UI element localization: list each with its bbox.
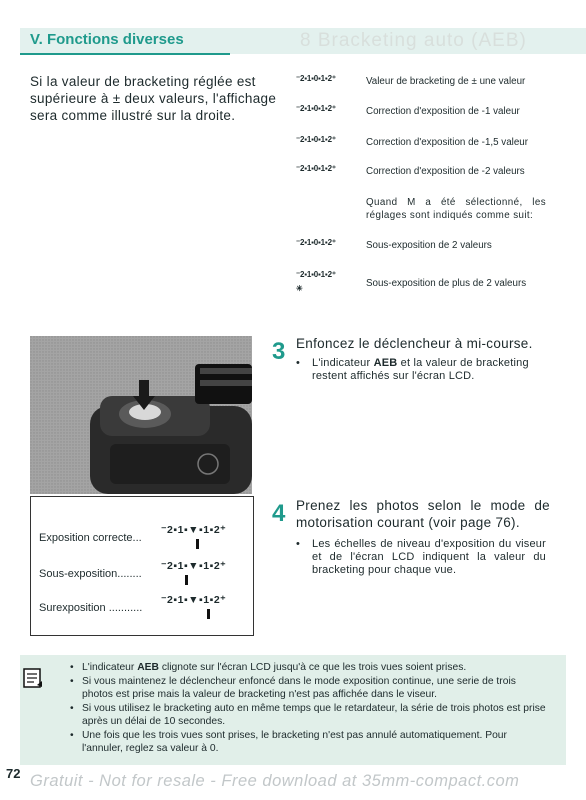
display-description: Correction d'exposition de -1,5 valeur [366, 137, 528, 148]
display-example [296, 238, 556, 260]
exposure-scale: ⁻2▪1▪▼▪1▪2⁺ [161, 560, 227, 572]
section-title: V. Fonctions diverses [30, 31, 184, 48]
bullet-dot: • [296, 357, 301, 369]
display-description: Correction d'exposition de -2 valeurs [366, 166, 525, 177]
footer-watermark: Gratuit - Not for resale - Free download at 35mm-compact.com [30, 772, 520, 790]
exposure-label: Sous-exposition........ [39, 568, 142, 580]
bullet-dot: • [296, 538, 301, 550]
camera-illustration [30, 336, 252, 494]
display-description: Sous-exposition de plus de 2 valeurs [366, 278, 527, 289]
note-list [82, 661, 548, 756]
exposure-scale: ⁻2▪1▪0▪1▪2⁺ [296, 238, 336, 247]
display-examples [0, 0, 586, 320]
display-example [296, 135, 556, 157]
note-panel [20, 655, 566, 765]
note-icon-svg [20, 665, 46, 691]
display-example [296, 270, 556, 308]
note-icon [20, 655, 46, 765]
note-item: • Une fois que les trois vues sont prises, le bracketing n'est pas annulé automatiquement. Pour l'annuler, reglez sa valeur à 0. [82, 729, 548, 756]
exposure-scale: ⁻2▪1▪0▪1▪2⁺ [296, 74, 336, 83]
exposure-scale: ⁻2▪1▪0▪1▪2⁺ [296, 270, 336, 279]
note-item: • Si vous utilisez le bracketing auto en même temps que le retardateur, la série de trois photos est prise après un délai de 10 secondes. [82, 702, 548, 729]
step-4-bullet [296, 538, 546, 577]
exposure-scale: ⁻2▪1▪0▪1▪2⁺ [296, 164, 336, 173]
exposure-marker [196, 539, 199, 549]
note-item: • Si vous maintenez le déclencheur enfoncé dans le mode exposition continue, une serie de trois photos est prise mais la valeur de bracketing n'est pas affichée dans le viseur. [82, 675, 548, 702]
step-4-bullet-text: Les échelles de niveau d'exposition du viseur et de l'écran LCD indiquent la valeur du bracketing pour chaque vue. [312, 538, 546, 576]
exposure-scale: ⁻2▪1▪0▪1▪2⁺ [296, 135, 336, 144]
ghost-title: 8 Bracketing auto (AEB) [300, 30, 527, 51]
step-3-number: 3 [272, 338, 286, 365]
display-example [296, 164, 556, 186]
manual-mode-note: Quand M a été sélectionné, les réglages sont indiqués comme suit: [366, 197, 546, 221]
step-4-number: 4 [272, 500, 286, 527]
step-4-title: Prenez les photos selon le mode de motorisation courant (voir page 76). [296, 498, 550, 530]
display-description: Sous-exposition de 2 valeurs [366, 240, 492, 251]
exposure-scale-blinking: ✳ [296, 284, 303, 293]
exposure-marker [207, 609, 210, 619]
display-description: Valeur de bracketing de ± une valeur [366, 76, 526, 87]
exposure-marker [185, 575, 188, 585]
camera-photo [30, 336, 252, 494]
exposure-scale-box [30, 496, 254, 636]
step-3-title: Enfoncez le déclencheur à mi-course. [296, 336, 533, 351]
step-3-bullet-text: L'indicateur AEB et la valeur de bracketing restent affichés sur l'écran LCD. [312, 357, 529, 382]
display-example [296, 74, 556, 96]
display-description: Correction d'exposition de -1 valeur [366, 106, 520, 117]
exposure-scale: ⁻2▪1▪▼▪1▪2⁺ [161, 524, 227, 536]
display-example [296, 104, 556, 126]
exposure-scale: ⁻2▪1▪0▪1▪2⁺ [296, 104, 336, 113]
intro-paragraph: Si la valeur de bracketing réglée est supérieure à ± deux valeurs, l'affichage sera comme illustré sur la droite. [30, 74, 277, 123]
exposure-label: Exposition correcte... [39, 532, 142, 544]
exposure-label: Surexposition ........... [39, 602, 143, 614]
exposure-scale: ⁻2▪1▪▼▪1▪2⁺ [161, 594, 227, 606]
step-3-bullet [296, 357, 546, 383]
note-item: • L'indicateur AEB clignote sur l'écran LCD jusqu'à ce que les trois vues soient prises. [82, 661, 548, 675]
page-number: 72 [6, 766, 21, 781]
